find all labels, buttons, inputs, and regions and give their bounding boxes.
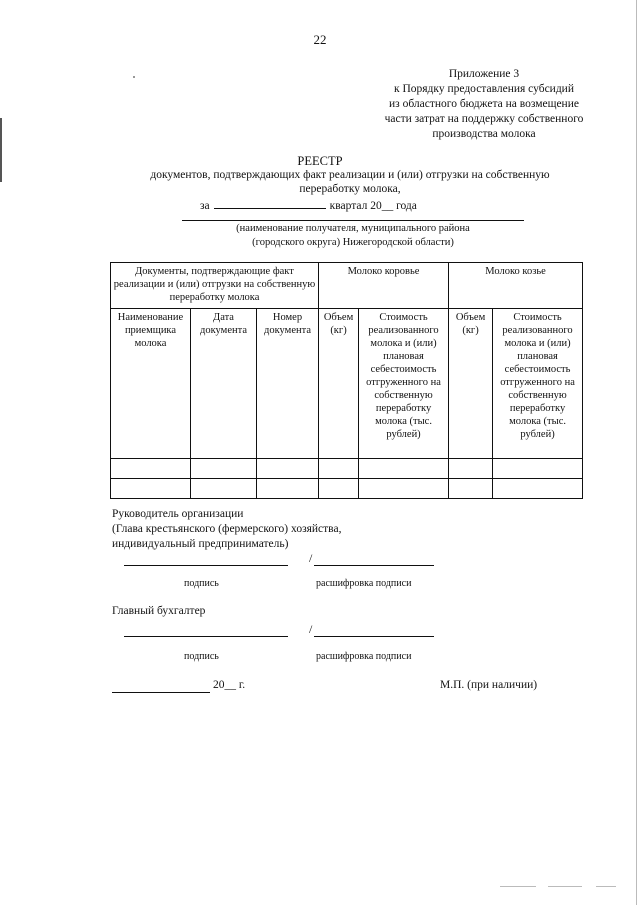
table-group-row xyxy=(111,263,583,309)
accountant-signature-label: подпись xyxy=(184,651,219,662)
header-receiver: Наименование приемщика молока xyxy=(111,309,191,459)
table-cell[interactable] xyxy=(257,479,319,499)
header-cow-milk: Молоко коровье xyxy=(319,263,449,309)
table-cell[interactable] xyxy=(111,479,191,499)
header-date: Дата документа xyxy=(191,309,257,459)
table-cell[interactable] xyxy=(359,479,449,499)
table-cell[interactable] xyxy=(493,459,583,479)
table-row xyxy=(111,479,583,499)
accountant-slash: / xyxy=(309,622,313,636)
appendix-title: Приложение 3 xyxy=(448,68,520,80)
scan-noise-3 xyxy=(596,886,616,887)
table-cell[interactable] xyxy=(191,479,257,499)
header-goat-milk: Молоко козье xyxy=(449,263,583,309)
scan-noise-2 xyxy=(548,886,582,887)
period-suffix: квартал 20__ года xyxy=(329,200,417,212)
header-cow-cost: Стоимость реализованного молока и (или) плановая себестоимость отгруженного на собственную переработку молока (тыс. рублей) xyxy=(359,309,449,459)
registry-subtitle-line-1: документов, подтверждающих факт реализации и (или) отгрузки на собственную xyxy=(150,169,550,181)
header-goat-cost: Стоимость реализованного молока и (или) плановая себестоимость отгруженного на собственную переработку молока (тыс. рублей) xyxy=(493,309,583,459)
header-number: Номер документа xyxy=(257,309,319,459)
header-documents: Документы, подтверждающие факт реализации и (или) отгрузки на собственную переработку молока xyxy=(111,263,319,309)
quarter-blank xyxy=(214,198,326,209)
scan-edge-right xyxy=(636,0,637,905)
manager-decode-line[interactable] xyxy=(314,565,434,566)
scan-dot xyxy=(133,76,135,78)
registry-table xyxy=(110,262,583,499)
registry-subtitle xyxy=(120,168,580,196)
page-number: 22 xyxy=(313,32,327,47)
manager-slash: / xyxy=(309,551,313,565)
table-header-row xyxy=(111,309,583,459)
scan-noise-1 xyxy=(500,886,536,887)
period-prefix: за xyxy=(200,200,210,212)
date-year: 20__ г. xyxy=(213,679,246,691)
appendix-line-2: из областного бюджета на возмещение xyxy=(389,98,579,110)
appendix-line-1: к Порядку предоставления субсидий xyxy=(394,83,574,95)
registry-subtitle-line-2: переработку молока, xyxy=(299,183,401,195)
recipient-caption-line-2: (городского округа) Нижегородской области) xyxy=(252,237,454,248)
table-cell[interactable] xyxy=(449,459,493,479)
recipient-caption xyxy=(182,222,524,250)
table-cell[interactable] xyxy=(191,459,257,479)
appendix-line-3: части затрат на поддержку собственного xyxy=(384,113,584,125)
recipient-name-line xyxy=(182,220,524,221)
manager-line-3: индивидуальный предприниматель) xyxy=(112,538,289,550)
table-cell[interactable] xyxy=(319,479,359,499)
scan-edge-left xyxy=(0,118,2,182)
recipient-caption-line-1: (наименование получателя, муниципального района xyxy=(236,223,470,234)
manager-line-1: Руководитель организации xyxy=(112,508,244,520)
header-goat-volume: Объем (кг) xyxy=(449,309,493,459)
table-cell[interactable] xyxy=(493,479,583,499)
appendix-line-4: производства молока xyxy=(432,128,536,140)
table-row xyxy=(111,459,583,479)
manager-signature-label: подпись xyxy=(184,578,219,589)
manager-decode-label: расшифровка подписи xyxy=(316,578,412,589)
date-line[interactable] xyxy=(112,692,210,693)
stamp-label: М.П. (при наличии) xyxy=(440,679,538,691)
manager-signature-line[interactable] xyxy=(124,565,288,566)
table-cell[interactable] xyxy=(319,459,359,479)
appendix-block xyxy=(360,67,608,142)
manager-block xyxy=(112,507,341,552)
table-cell[interactable] xyxy=(359,459,449,479)
manager-line-2: (Глава крестьянского (фермерского) хозяйства, xyxy=(112,523,342,535)
accountant-label: Главный бухгалтер xyxy=(112,605,206,617)
table-cell[interactable] xyxy=(449,479,493,499)
accountant-decode-line[interactable] xyxy=(314,636,434,637)
registry-title: РЕЕСТР xyxy=(297,154,343,168)
table-cell[interactable] xyxy=(111,459,191,479)
header-cow-volume: Объем (кг) xyxy=(319,309,359,459)
accountant-decode-label: расшифровка подписи xyxy=(316,651,412,662)
accountant-signature-line[interactable] xyxy=(124,636,288,637)
table-cell[interactable] xyxy=(257,459,319,479)
period-line xyxy=(200,198,417,212)
